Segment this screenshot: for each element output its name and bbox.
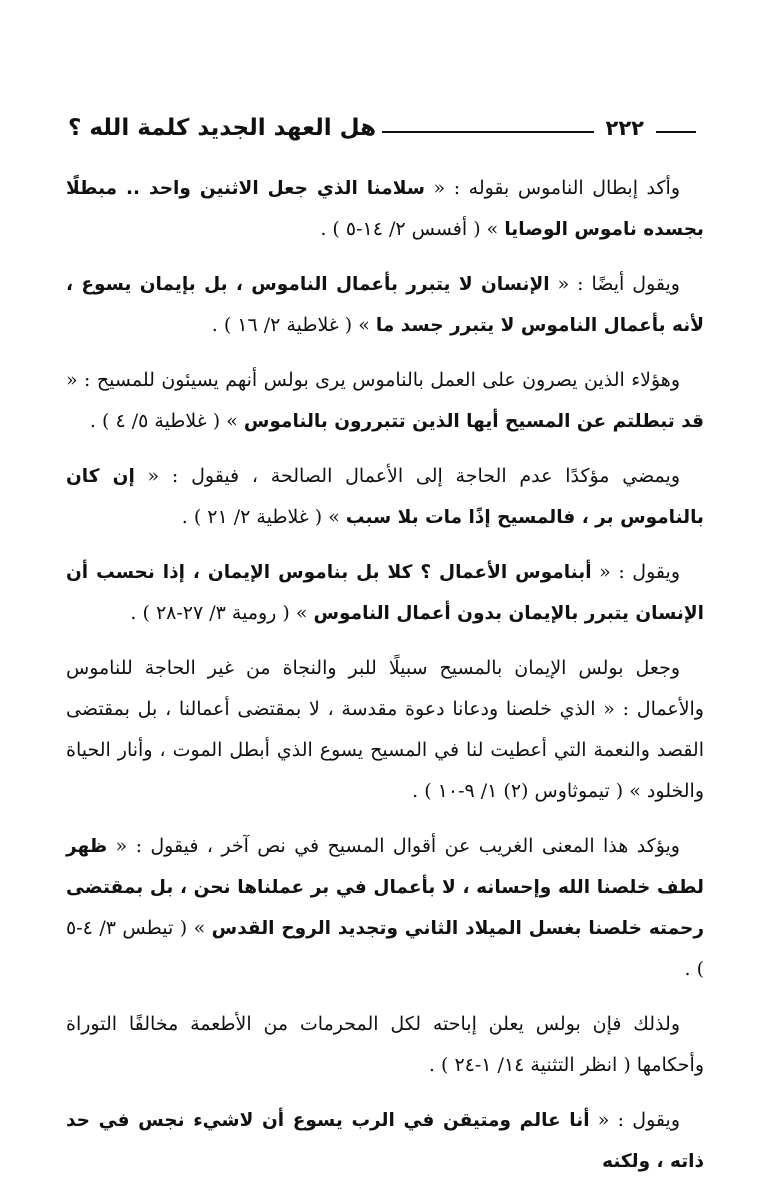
paragraph-2 <box>66 264 704 346</box>
running-title: هل العهد الجديد كلمة الله ؟ <box>68 115 377 141</box>
header-rule-left <box>382 131 593 133</box>
quotation: إن كان بالناموس بر ، فالمسيح إذًا مات بلا سبب <box>66 466 704 528</box>
paragraph-text: ولذلك فإن بولس يعلن إباحته لكل المحرمات من الأطعمة مخالفًا التوراة وأحكامها ( انظر التثنية ١٤/ ١-٢٤ ) . <box>66 1013 704 1076</box>
paragraph-intro: ويمضي مؤكدًا عدم الحاجة إلى الأعمال الصالحة ، فيقول : « <box>134 465 681 487</box>
paragraph-8 <box>66 1004 704 1086</box>
quotation: قد تبطلتم عن المسيح أيها الذين تتبررون بالناموس <box>243 411 704 432</box>
header-rule-right <box>656 131 696 133</box>
page-body <box>66 168 704 1196</box>
paragraph-intro: وهؤلاء الذين يصرون على العمل بالناموس يرى بولس أنهم يسيئون للمسيح : « <box>66 369 680 391</box>
quotation: سلامنا الذي جعل الاثنين واحد .. مبطلًا بجسده ناموس الوصايا <box>66 178 704 240</box>
reference: » ( تيطس ٣/ ٤-٥ ) . <box>66 917 704 980</box>
paragraph-6 <box>66 648 704 812</box>
paragraph-text: وجعل بولس الإيمان بالمسيح سبيلًا للبر والنجاة من غير الحاجة للناموس والأعمال : « الذي خلصنا ودعانا دعوة مقدسة ، لا بمقتضى أعمالنا ، بل بمقتضى القصد والنعمة التي أعطيت لنا في المسيح يسوع الذي أبطل الموت ، وأنار الحياة والخلود » ( تيموثاوس (٢) ١/ ٩-١٠ ) . <box>66 657 704 802</box>
reference: » ( غلاطية ٢/ ٢١ ) . <box>181 506 346 528</box>
paragraph-intro: وأكد إبطال الناموس بقوله : « <box>424 177 680 199</box>
paragraph-1 <box>66 168 704 250</box>
quotation: أبناموس الأعمال ؟ كلا بل بناموس الإيمان ، إذا نحسب أن الإنسان يتبرر بالإيمان بدون أعمال الناموس <box>66 562 704 624</box>
paragraph-intro: ويؤكد هذا المعنى الغريب عن أقوال المسيح في نص آخر ، فيقول : « <box>107 835 680 857</box>
paragraph-intro: ويقول : « <box>591 561 680 583</box>
paragraph-intro: ويقول : « <box>589 1109 681 1131</box>
reference: » ( رومية ٣/ ٢٧-٢٨ ) . <box>130 602 314 624</box>
reference: » ( غلاطية ٥/ ٤ ) . <box>89 410 244 432</box>
reference: » ( أفسس ٢/ ١٤-٥ ) . <box>320 218 505 240</box>
paragraph-4 <box>66 456 704 538</box>
running-header <box>60 108 702 148</box>
quotation: الإنسان لا يتبرر بأعمال الناموس ، بل بإيمان يسوع ، لأنه بأعمال الناموس لا يتبرر جسد ما <box>66 274 704 336</box>
quotation: أنا عالم ومتيقن في الرب يسوع أن لاشيء نجس في حد ذاته ، ولكنه <box>66 1110 704 1172</box>
paragraph-7 <box>66 826 704 990</box>
paragraph-intro: ويقول أيضًا : « <box>549 273 680 295</box>
reference: » ( غلاطية ٢/ ١٦ ) . <box>211 314 376 336</box>
paragraph-3 <box>66 360 704 442</box>
quotation: ظهر لطف خلصنا الله وإحسانه ، لا بأعمال في بر عملناها نحن ، بل بمقتضى رحمته خلصنا بغسل الميلاد الثاني وتجديد الروح القدس <box>66 836 704 939</box>
paragraph-5 <box>66 552 704 634</box>
page-number: ٢٢٢ <box>605 116 644 140</box>
paragraph-9 <box>66 1100 704 1182</box>
